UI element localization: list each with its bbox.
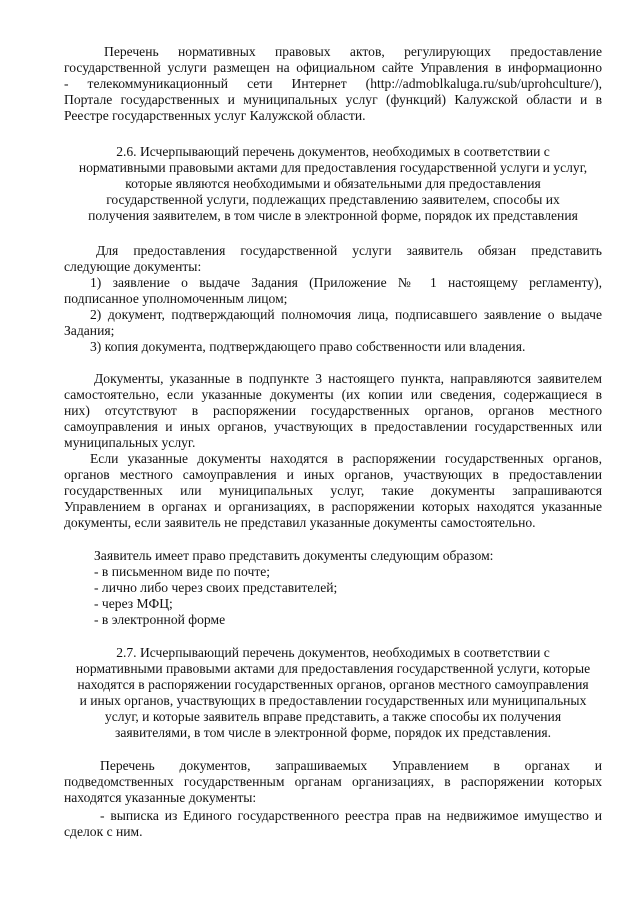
text-line: Перечень нормативных правовых актов, регулирующих предоставление bbox=[104, 44, 602, 59]
text-line: Если указанные документы находятся в распоряжении государственных органов, bbox=[90, 451, 602, 466]
text-line: следующие документы: bbox=[64, 259, 202, 275]
text-line: 2) документ, подтверждающий полномочия лица, подписавшего заявление о выдаче bbox=[90, 307, 602, 322]
list-item: - через МФЦ; bbox=[94, 596, 173, 612]
text-line: 3) копия документа, подтверждающего право собственности или владения. bbox=[90, 339, 526, 354]
text-line: самоуправления и иных органов, участвующих в предоставлении государственных или bbox=[64, 419, 602, 435]
text-line: государственной услуги размещен на официальном сайте Управления в информационно bbox=[64, 60, 602, 76]
text-line: 1) заявление о выдаче Задания (Приложение № 1 настоящему регламенту), bbox=[90, 275, 602, 290]
paragraph-requested-documents-list bbox=[64, 758, 602, 806]
heading-line: заявителями, в том числе в электронной форме, порядок их представления. bbox=[114, 725, 552, 741]
text-line: Реестре государственных услуг Калужской области. bbox=[64, 108, 366, 124]
heading-line: услуг, и которые заявитель вправе представить, а также способы их получения bbox=[104, 709, 562, 725]
text-line: подписанное уполномоченным лицом; bbox=[64, 291, 288, 307]
text-line: Для предоставления государственной услуги заявитель обязан представить bbox=[96, 243, 602, 258]
text-line: Перечень документов, запрашиваемых Управлением в органах и bbox=[100, 758, 602, 773]
text-line: Заявитель имеет право представить документы следующим образом: bbox=[94, 548, 494, 563]
text-line: сделок с ним. bbox=[64, 824, 143, 840]
text-line: органов местного самоуправления и иных органов, участвующих в предоставлении bbox=[64, 467, 602, 483]
text-line: Задания; bbox=[64, 323, 115, 339]
text-line: них) отсутствуют в распоряжении государственных органов, органов местного bbox=[64, 403, 602, 419]
text-line: находятся указанные документы: bbox=[64, 790, 257, 806]
text-line: Портале государственных и муниципальных услуг (функций) Калужской области и в bbox=[64, 92, 602, 108]
list-item-registry-extract bbox=[64, 808, 602, 840]
section-heading-2-6 bbox=[64, 144, 602, 224]
list-item-authority-document bbox=[64, 307, 602, 339]
paragraph-legal-acts-list bbox=[64, 44, 602, 124]
paragraph-required-documents-intro bbox=[64, 243, 602, 275]
heading-line: которые являются необходимыми и обязательными для предоставления bbox=[125, 176, 541, 192]
text-line: Документы, указанные в подпункте 3 настоящего пункта, направляются заявителем bbox=[94, 371, 602, 386]
heading-line: государственной услуги, подлежащих представлению заявителем, способы их bbox=[106, 192, 560, 208]
text-line: самостоятельно, если указанные документы (их копии или сведения, содержащиеся в bbox=[64, 387, 602, 403]
text-line: подведомственных государственным органам организациях, в распоряжении которых bbox=[64, 774, 602, 790]
text-line: документы, если заявитель не представил указанные документы самостоятельно. bbox=[64, 515, 536, 531]
text-line: муниципальных услуг. bbox=[64, 435, 196, 451]
list-item: - лично либо через своих представителей; bbox=[94, 580, 338, 596]
heading-line: 2.7. Исчерпывающий перечень документов, необходимых в соответствии с bbox=[116, 645, 550, 660]
paragraph-documents-submitted-independently bbox=[64, 371, 602, 451]
paragraph-submission-methods bbox=[64, 548, 602, 628]
text-line: Управлением в органах и организациях, в распоряжении которых находятся указанные bbox=[64, 499, 602, 515]
heading-line: получения заявителем, в том числе в электронной форме, порядок их представления bbox=[88, 208, 578, 224]
text-line: - телекоммуникационный сети Интернет (http://admoblkaluga.ru/sub/uprohculture/), bbox=[64, 76, 602, 92]
heading-line: нормативными правовыми актами для предоставления государственной услуги, которые bbox=[75, 661, 591, 677]
paragraph-documents-requested-by-department bbox=[64, 451, 602, 531]
heading-line: нормативными правовыми актами для предоставления государственной услуги и услуг, bbox=[78, 160, 588, 176]
heading-line: и иных органов, участвующих в предоставлении государственных или муниципальных bbox=[79, 693, 587, 709]
section-heading-2-7 bbox=[64, 645, 602, 742]
heading-line: находятся в распоряжении государственных органов, органов местного самоуправления bbox=[77, 677, 589, 693]
list-item: - в электронной форме bbox=[94, 612, 226, 628]
heading-line: 2.6. Исчерпывающий перечень документов, необходимых в соответствии с bbox=[116, 144, 550, 159]
text-line: - выписка из Единого государственного реестра прав на недвижимое имущество и bbox=[100, 808, 602, 823]
list-item: - в письменном виде по почте; bbox=[94, 564, 271, 580]
list-item-ownership-copy bbox=[64, 339, 602, 355]
text-line: государственных или муниципальных услуг, такие документы запрашиваются bbox=[64, 483, 602, 499]
list-item-application bbox=[64, 275, 602, 307]
